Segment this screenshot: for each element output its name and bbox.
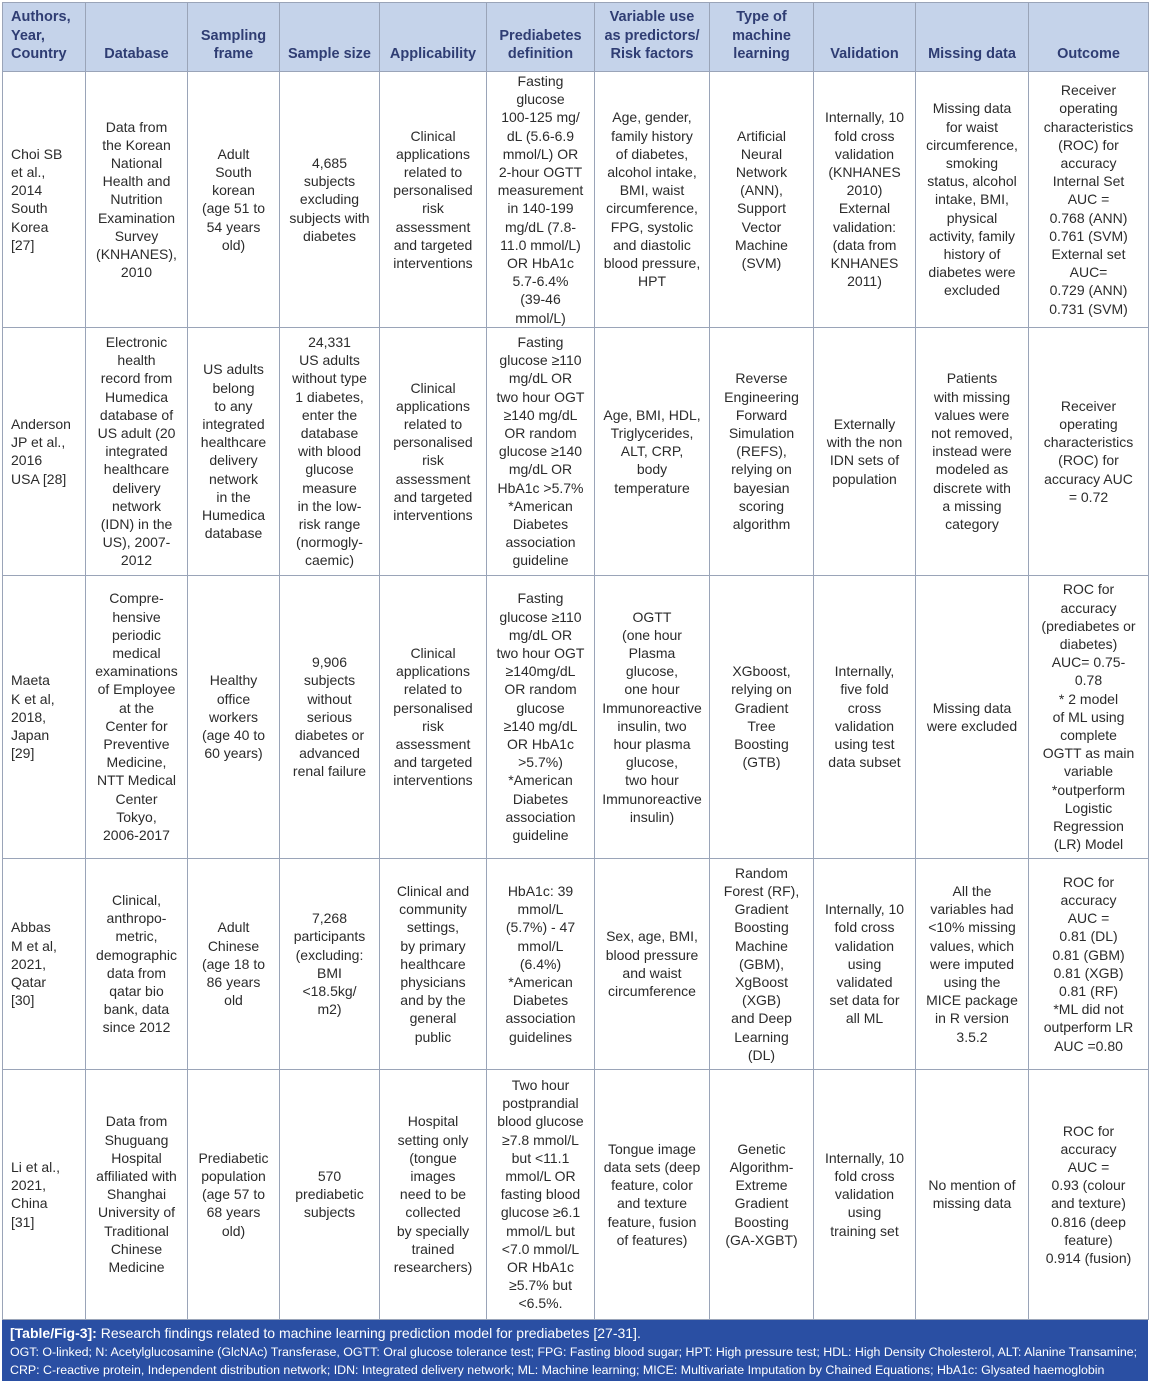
- table-row: [3, 72, 1149, 328]
- table-row: [3, 858, 1149, 1069]
- cell-sampling-frame: Healthy office workers (age 40 to 60 years): [188, 575, 280, 858]
- cell-database: Clinical, anthropo- metric, demographic data from qatar bio bank, data since 2012: [86, 858, 188, 1069]
- cell-authors: Anderson JP et al., 2016 USA [28]: [3, 327, 86, 575]
- cell-predictors: Age, gender, family history of diabetes, alcohol intake, BMI, waist circumference, FPG, systolic and diastolic blood pressure, HPT: [595, 72, 710, 328]
- cell-sample-size: 9,906 subjects without serious diabetes or advanced renal failure: [280, 575, 380, 858]
- header-validation: Validation: [814, 3, 916, 72]
- cell-database: Compre- hensive periodic medical examinations of Employee at the Center for Preventive Medicine, NTT Medical Center Tokyo, 2006-2017: [86, 575, 188, 858]
- header-missing-data: Missing data: [916, 3, 1029, 72]
- cell-applicability: Clinical and community settings, by primary healthcare physicians and by the general public: [380, 858, 487, 1069]
- cell-validation: Externally with the non IDN sets of population: [814, 327, 916, 575]
- cell-sampling-frame: Prediabetic population (age 57 to 68 years old): [188, 1069, 280, 1319]
- header-sampling-frame: Sampling frame: [188, 3, 280, 72]
- table-caption: [2, 1320, 1148, 1381]
- cell-ml-type: Reverse Engineering Forward Simulation (REFS), relying on bayesian scoring algorithm: [710, 327, 814, 575]
- header-prediabetes-definition: Prediabetes definition: [487, 3, 595, 72]
- cell-predictors: OGTT (one hour Plasma glucose, one hour Immunoreactive insulin, two hour plasma glucose, two hour Immunoreactive insulin): [595, 575, 710, 858]
- cell-validation: Internally, five fold cross validation using test data subset: [814, 575, 916, 858]
- header-applicability: Applicability: [380, 3, 487, 72]
- header-ml-type: Type of machine learning: [710, 3, 814, 72]
- cell-ml-type: Genetic Algorithm- Extreme Gradient Boosting (GA-XGBT): [710, 1069, 814, 1319]
- cell-sample-size: 4,685 subjects excluding subjects with diabetes: [280, 72, 380, 328]
- cell-outcome: ROC for accuracy (prediabetes or diabetes) AUC= 0.75- 0.78 * 2 model of ML using complete OGTT as main variable *outperform Logistic Regression (LR) Model: [1029, 575, 1149, 858]
- table-row: [3, 575, 1149, 858]
- cell-outcome: Receiver operating characteristics (ROC) for accuracy AUC = 0.72: [1029, 327, 1149, 575]
- table-row: [3, 327, 1149, 575]
- header-authors: Authors, Year, Country: [3, 3, 86, 72]
- cell-applicability: Clinical applications related to personalised risk assessment and targeted interventions: [380, 327, 487, 575]
- cell-applicability: Clinical applications related to personalised risk assessment and targeted interventions: [380, 575, 487, 858]
- cell-sample-size: 24,331 US adults without type 1 diabetes, enter the database with blood glucose measure in the low- risk range (normogly- caemic): [280, 327, 380, 575]
- cell-sampling-frame: Adult Chinese (age 18 to 86 years old: [188, 858, 280, 1069]
- cell-predictors: Tongue image data sets (deep feature, color and texture feature, fusion of features): [595, 1069, 710, 1319]
- cell-validation: Internally, 10 fold cross validation using training set: [814, 1069, 916, 1319]
- header-outcome: Outcome: [1029, 3, 1149, 72]
- table-header-row: [3, 3, 1149, 72]
- research-findings-table: [2, 2, 1149, 1320]
- cell-missing-data: No mention of missing data: [916, 1069, 1029, 1319]
- cell-outcome: ROC for accuracy AUC = 0.81 (DL) 0.81 (GBM) 0.81 (XGB) 0.81 (RF) *ML did not outperform LR AUC =0.80: [1029, 858, 1149, 1069]
- cell-sample-size: 570 prediabetic subjects: [280, 1069, 380, 1319]
- cell-prediabetes-definition: HbA1c: 39 mmol/L (5.7%) - 47 mmol/L (6.4%) *American Diabetes association guidelines: [487, 858, 595, 1069]
- cell-prediabetes-definition: Two hour postprandial blood glucose ≥7.8 mmol/L but <11.1 mmol/L OR fasting blood glucose ≥6.1 mmol/L but <7.0 mmol/L OR HbA1c ≥5.7% but <6.5%.: [487, 1069, 595, 1319]
- cell-prediabetes-definition: Fasting glucose ≥110 mg/dL OR two hour OGT ≥140 mg/dL OR random glucose ≥140 mg/dL OR HbA1c >5.7% *American Diabetes association guideline: [487, 327, 595, 575]
- header-sample-size: Sample size: [280, 3, 380, 72]
- caption-title-text: Research findings related to machine learning prediction model for prediabetes [27-31].: [96, 1324, 641, 1341]
- cell-authors: Maeta K et al, 2018, Japan [29]: [3, 575, 86, 858]
- cell-database: Data from the Korean National Health and Nutrition Examination Survey (KNHANES), 2010: [86, 72, 188, 328]
- cell-database: Electronic health record from Humedica database of US adult (20 integrated healthcare delivery network (IDN) in the US), 2007- 2012: [86, 327, 188, 575]
- caption-label: [Table/Fig-3]:: [10, 1324, 97, 1341]
- cell-authors: Abbas M et al, 2021, Qatar [30]: [3, 858, 86, 1069]
- cell-applicability: Hospital setting only (tongue images need to be collected by specially trained researchers): [380, 1069, 487, 1319]
- cell-ml-type: Random Forest (RF), Gradient Boosting Machine (GBM), XgBoost (XGB) and Deep Learning (DL): [710, 858, 814, 1069]
- cell-validation: Internally, 10 fold cross validation using validated set data for all ML: [814, 858, 916, 1069]
- cell-missing-data: Patients with missing values were not removed, instead were modeled as discrete with a missing category: [916, 327, 1029, 575]
- document-page: [2, 2, 1148, 1381]
- cell-authors: Li et al., 2021, China [31]: [3, 1069, 86, 1319]
- cell-ml-type: Artificial Neural Network (ANN), Support Vector Machine (SVM): [710, 72, 814, 328]
- cell-sample-size: 7,268 participants (excluding: BMI <18.5kg/ m2): [280, 858, 380, 1069]
- cell-sampling-frame: US adults belong to any integrated healthcare delivery network in the Humedica database: [188, 327, 280, 575]
- caption-title: [10, 1323, 1142, 1343]
- caption-abbreviations: OGT: O-linked; N: Acetylglucosamine (GlcNAc) Transferase, OGTT: Oral glucose tolerance test; FPG: Fasting blood sugar; HPT: High pressure test; HDL: High Density Cholesterol, ALT: Alanine Transamine; CRP: C-reactive protein, Independent distribution network; IDN: Integrated delivery network; ML: Machine learning; MICE: Multivariate Imputation by Chained Equations; HbA1c: Glysated haemoglobin: [10, 1344, 1138, 1377]
- cell-missing-data: Missing data were excluded: [916, 575, 1029, 858]
- header-predictors: Variable use as predictors/ Risk factors: [595, 3, 710, 72]
- cell-outcome: ROC for accuracy AUC = 0.93 (colour and texture) 0.816 (deep feature) 0.914 (fusion): [1029, 1069, 1149, 1319]
- cell-database: Data from Shuguang Hospital affiliated with Shanghai University of Traditional Chinese Medicine: [86, 1069, 188, 1319]
- cell-prediabetes-definition: Fasting glucose 100-125 mg/ dL (5.6-6.9 mmol/L) OR 2-hour OGTT measurement in 140-199 mg/dL (7.8- 11.0 mmol/L) OR HbA1c 5.7-6.4% (39-46 mmol/L): [487, 72, 595, 328]
- cell-authors: Choi SB et al., 2014 South Korea [27]: [3, 72, 86, 328]
- table-row: [3, 1069, 1149, 1319]
- cell-predictors: Sex, age, BMI, blood pressure and waist circumference: [595, 858, 710, 1069]
- cell-missing-data: All the variables had <10% missing values, which were imputed using the MICE package in R version 3.5.2: [916, 858, 1029, 1069]
- cell-prediabetes-definition: Fasting glucose ≥110 mg/dL OR two hour OGT ≥140mg/dL OR random glucose ≥140 mg/dL OR HbA1c >5.7%) *American Diabetes association guideline: [487, 575, 595, 858]
- header-database: Database: [86, 3, 188, 72]
- cell-validation: Internally, 10 fold cross validation (KNHANES 2010) External validation: (data from KNHANES 2011): [814, 72, 916, 328]
- cell-sampling-frame: Adult South korean (age 51 to 54 years old): [188, 72, 280, 328]
- cell-missing-data: Missing data for waist circumference, smoking status, alcohol intake, BMI, physical activity, family history of diabetes were excluded: [916, 72, 1029, 328]
- cell-applicability: Clinical applications related to personalised risk assessment and targeted interventions: [380, 72, 487, 328]
- cell-ml-type: XGboost, relying on Gradient Tree Boosting (GTB): [710, 575, 814, 858]
- cell-outcome: Receiver operating characteristics (ROC) for accuracy Internal Set AUC = 0.768 (ANN) 0.761 (SVM) External set AUC= 0.729 (ANN) 0.731 (SVM): [1029, 72, 1149, 328]
- cell-predictors: Age, BMI, HDL, Triglycerides, ALT, CRP, body temperature: [595, 327, 710, 575]
